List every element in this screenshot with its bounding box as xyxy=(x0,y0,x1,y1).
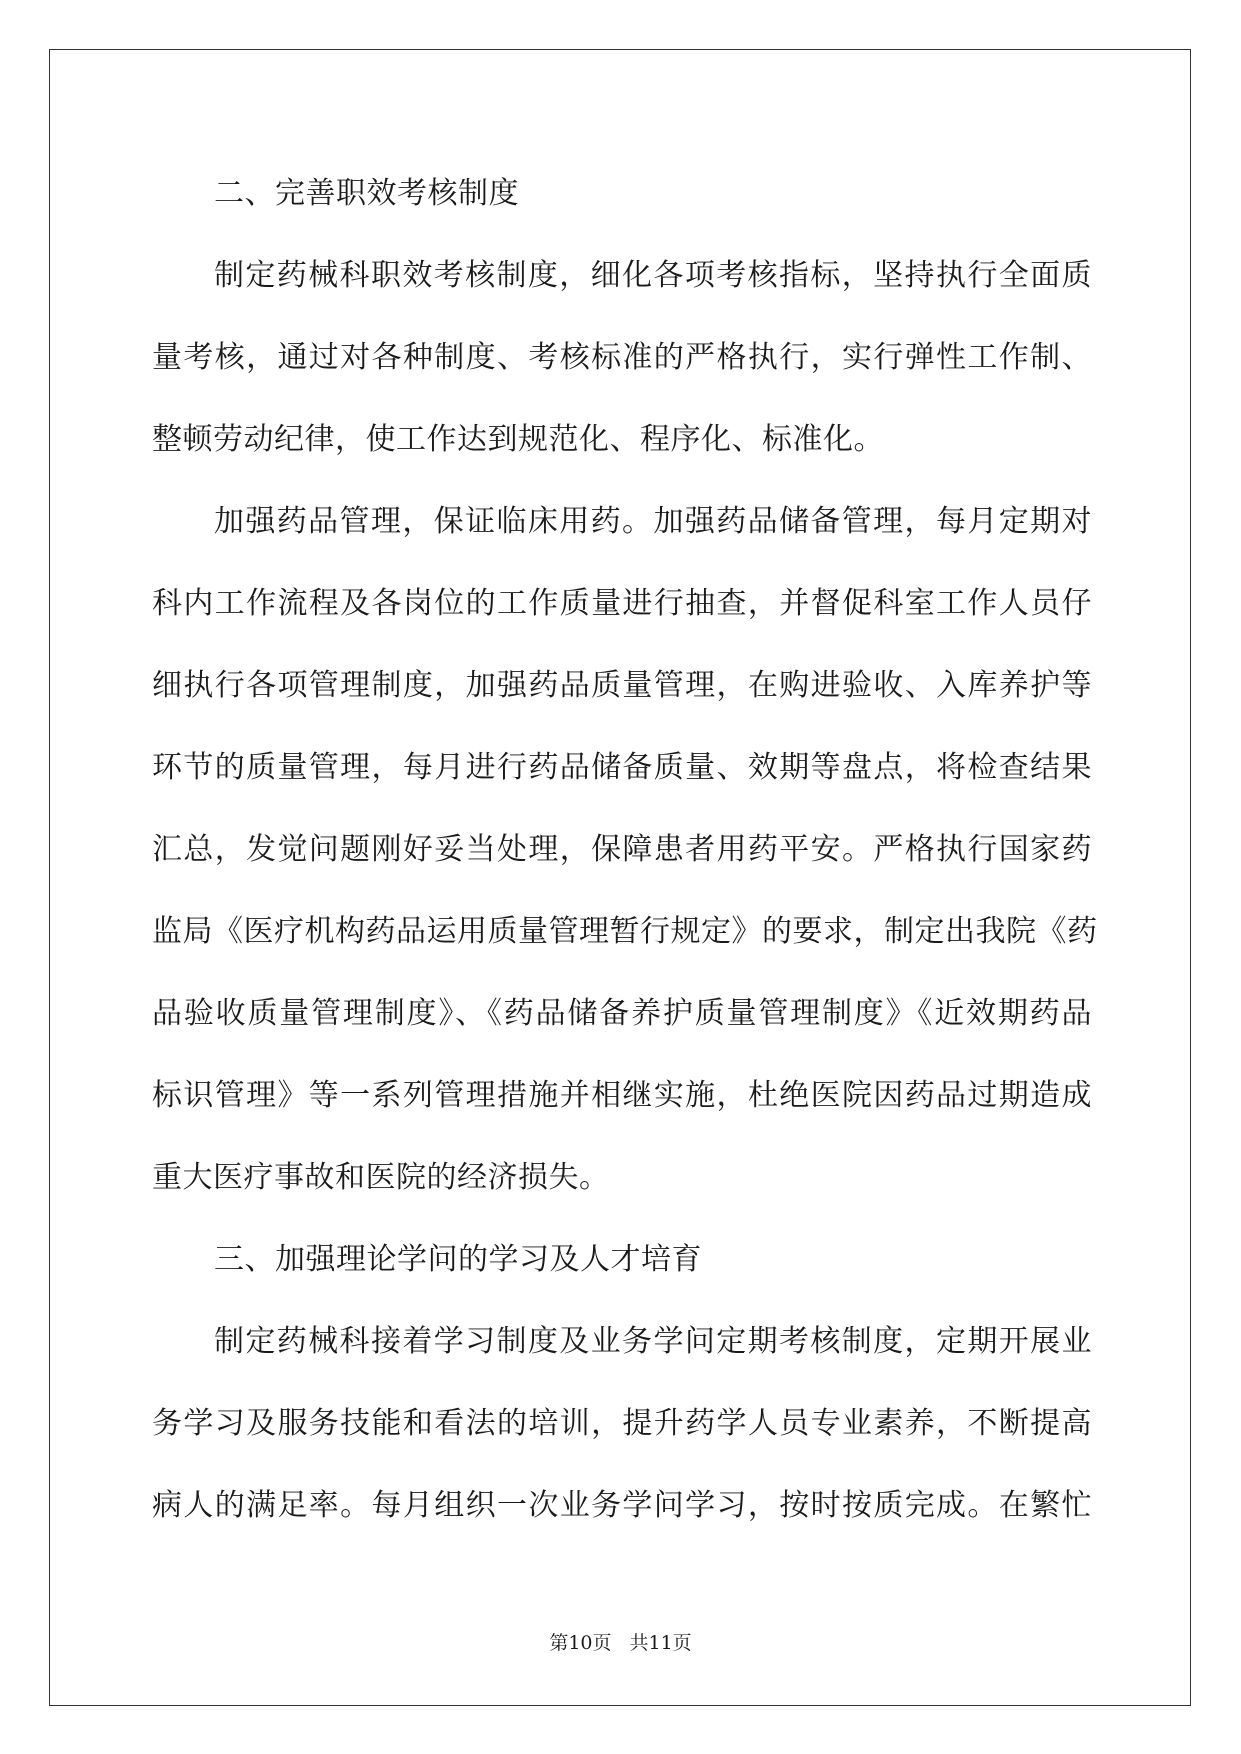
text-line: 制定药械科接着学习制度及业务学问定期考核制度，定期开展业 xyxy=(214,1324,1092,1359)
text-line: 三、加强理论学问的学习及人才培育 xyxy=(214,1242,702,1277)
text-line: 细执行各项管理制度，加强药品质量管理，在购进验收、入库养护等 xyxy=(152,668,1092,703)
text-line: 量考核，通过对各种制度、考核标准的严格执行，实行弹性工作制、 xyxy=(152,340,1092,375)
text-line: 标识管理》等一系列管理措施并相继实施，杜绝医院因药品过期造成 xyxy=(152,1078,1092,1113)
text-line: 制定药械科职效考核制度，细化各项考核指标，坚持执行全面质 xyxy=(214,258,1092,293)
text-line: 务学习及服务技能和看法的培训，提升药学人员专业素养，不断提高 xyxy=(152,1406,1092,1441)
page-total: 共11页 xyxy=(629,1632,692,1654)
text-line: 二、完善职效考核制度 xyxy=(214,176,519,211)
text-line: 监局《医疗机构药品运用质量管理暂行规定》的要求，制定出我院《药 xyxy=(152,914,1098,949)
text-line: 环节的质量管理，每月进行药品储备质量、效期等盘点，将检查结果 xyxy=(152,750,1092,785)
text-line: 整顿劳动纪律，使工作达到规范化、程序化、标准化。 xyxy=(152,422,884,457)
page-number: 第10页 xyxy=(549,1632,612,1654)
text-line: 科内工作流程及各岗位的工作质量进行抽查，并督促科室工作人员仔 xyxy=(152,586,1092,621)
text-line: 加强药品管理，保证临床用药。加强药品储备管理，每月定期对 xyxy=(214,504,1092,539)
document-body xyxy=(152,167,1098,1561)
text-line: 病人的满足率。每月组织一次业务学问学习，按时按质完成。在繁忙 xyxy=(152,1488,1092,1523)
text-line: 品验收质量管理制度》、《药品储备养护质量管理制度》《近效期药品 xyxy=(152,996,1092,1031)
text-line: 重大医疗事故和医院的经济损失。 xyxy=(152,1160,610,1195)
text-line: 汇总，发觉问题刚好妥当处理，保障患者用药平安。严格执行国家药 xyxy=(152,832,1092,867)
page-footer xyxy=(0,1628,1241,1655)
